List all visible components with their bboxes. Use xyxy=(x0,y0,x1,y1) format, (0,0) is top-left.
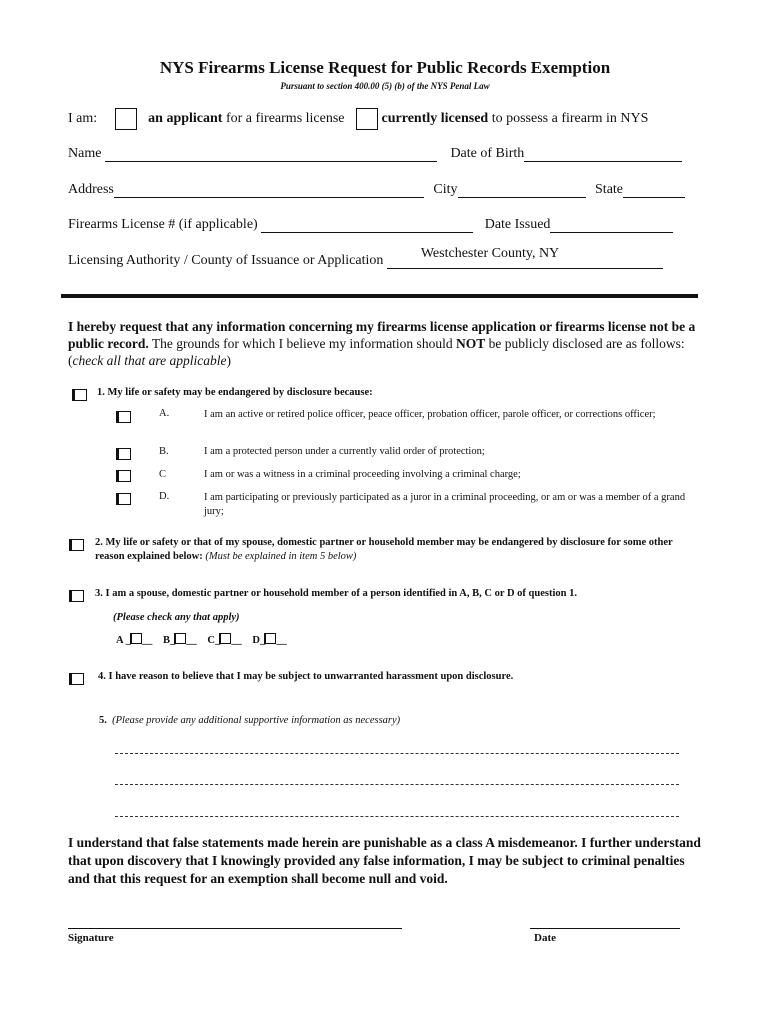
q1-d-text: I am participating or previously participated as a juror in a criminal proceeding, or am or was a member of a grand jury; xyxy=(204,492,686,517)
q1-b-letter: B. xyxy=(159,446,169,457)
signature-line[interactable] xyxy=(68,928,402,929)
section-divider xyxy=(61,294,698,298)
form-subtitle: Pursuant to section 400.00 (5) (b) of the NYS Penal Law xyxy=(280,81,490,91)
address-label: Address xyxy=(68,182,114,197)
q3-d-checkbox[interactable] xyxy=(265,633,276,644)
date-issued-label: Date Issued xyxy=(484,217,551,232)
license-label: Firearms License # (if applicable) xyxy=(68,217,258,232)
q5-line-1[interactable] xyxy=(115,752,679,754)
q1-a-checkbox[interactable] xyxy=(118,411,131,423)
authority-field[interactable] xyxy=(387,246,663,269)
q1-b-text: I am a protected person under a currently valid order of protection; xyxy=(204,446,485,457)
q1-checkbox[interactable] xyxy=(74,389,87,401)
license-row xyxy=(68,217,673,233)
licensed-checkbox[interactable] xyxy=(356,108,378,130)
q3-checkbox[interactable] xyxy=(71,590,84,602)
city-field[interactable] xyxy=(458,184,586,198)
q4-label: 4. I have reason to believe that I may be subject to unwarranted harassment upon disclosure. xyxy=(98,671,514,682)
applicant-checkbox[interactable] xyxy=(115,108,137,130)
iam-row xyxy=(68,108,648,130)
q5-row: 5. (Please provide any additional supportive information as necessary) xyxy=(99,715,401,726)
q5-line-3[interactable] xyxy=(115,815,679,817)
dob-label: Date of Birth xyxy=(450,146,525,161)
address-field[interactable] xyxy=(114,184,424,198)
q3-label: 3. I am a spouse, domestic partner or household member of a person identified in A, B, C or D of question 1. xyxy=(95,588,577,599)
form-title: NYS Firearms License Request for Public Records Exemption xyxy=(159,58,611,77)
license-field[interactable] xyxy=(261,219,473,233)
signature-label: Signature xyxy=(68,932,114,944)
state-field[interactable] xyxy=(623,184,685,198)
q3-a-checkbox[interactable] xyxy=(131,633,142,644)
iam-label: I am: xyxy=(68,111,98,127)
request-paragraph: I hereby request that any information concerning my firearms license application or firearms license not be a public record. The grounds for which I believe my information should NOT be publicly disclosed are as follows: (check all that are applicable) xyxy=(68,319,696,368)
date-line[interactable] xyxy=(530,928,680,929)
dob-field[interactable] xyxy=(524,148,682,162)
q4-checkbox[interactable] xyxy=(71,673,84,685)
q3-note: (Please check any that apply) xyxy=(113,612,240,623)
authority-value: Westchester County, NY xyxy=(420,246,560,261)
q1-a-letter: A. xyxy=(159,408,170,419)
state-label: State xyxy=(595,182,624,197)
applicant-label: an applicant for a firearms license xyxy=(148,111,345,127)
q1-c-checkbox[interactable] xyxy=(118,470,131,482)
authority-label: Licensing Authority / County of Issuance or Application xyxy=(68,253,384,268)
city-label: City xyxy=(433,182,458,197)
q5-line-2[interactable] xyxy=(115,783,679,785)
address-row xyxy=(68,182,685,198)
q1-b-checkbox[interactable] xyxy=(118,448,131,460)
q1-label: 1. My life or safety may be endangered by disclosure because: xyxy=(97,387,373,398)
q3-b-checkbox[interactable] xyxy=(175,633,186,644)
name-label: Name xyxy=(68,146,102,161)
date-label: Date xyxy=(534,932,556,944)
name-row xyxy=(68,146,682,162)
q2-label: 2. My life or safety or that of my spouse, domestic partner or household member may be endangered by disclosure for some other reason explained below: (Must be explained in item 5 below) xyxy=(95,537,673,562)
licensed-label: currently licensed to possess a firearm in NYS xyxy=(381,111,649,127)
false-statement-warning: I understand that false statements made herein are punishable as a class A misdemeanor. I further understand that upon discovery that I knowingly provided any false information, I may be subject to criminal penalties and that this request for an exemption shall become null and void. xyxy=(68,835,701,886)
q2-checkbox[interactable] xyxy=(71,539,84,551)
q1-c-text: I am or was a witness in a criminal proceeding involving a criminal charge; xyxy=(204,469,521,480)
q1-d-letter: D. xyxy=(159,491,170,502)
date-issued-field[interactable] xyxy=(550,219,673,233)
q1-a-text: I am an active or retired police officer, peace officer, probation officer, parole officer, or corrections officer; xyxy=(204,409,656,420)
q3-c-checkbox[interactable] xyxy=(220,633,231,644)
authority-row xyxy=(68,246,663,269)
name-field[interactable] xyxy=(105,148,437,162)
q3-letter-row: A _ __ B_ __ C_ __ D_ __ xyxy=(116,635,287,646)
q1-c-letter: C xyxy=(159,469,167,480)
q1-d-checkbox[interactable] xyxy=(118,493,131,505)
